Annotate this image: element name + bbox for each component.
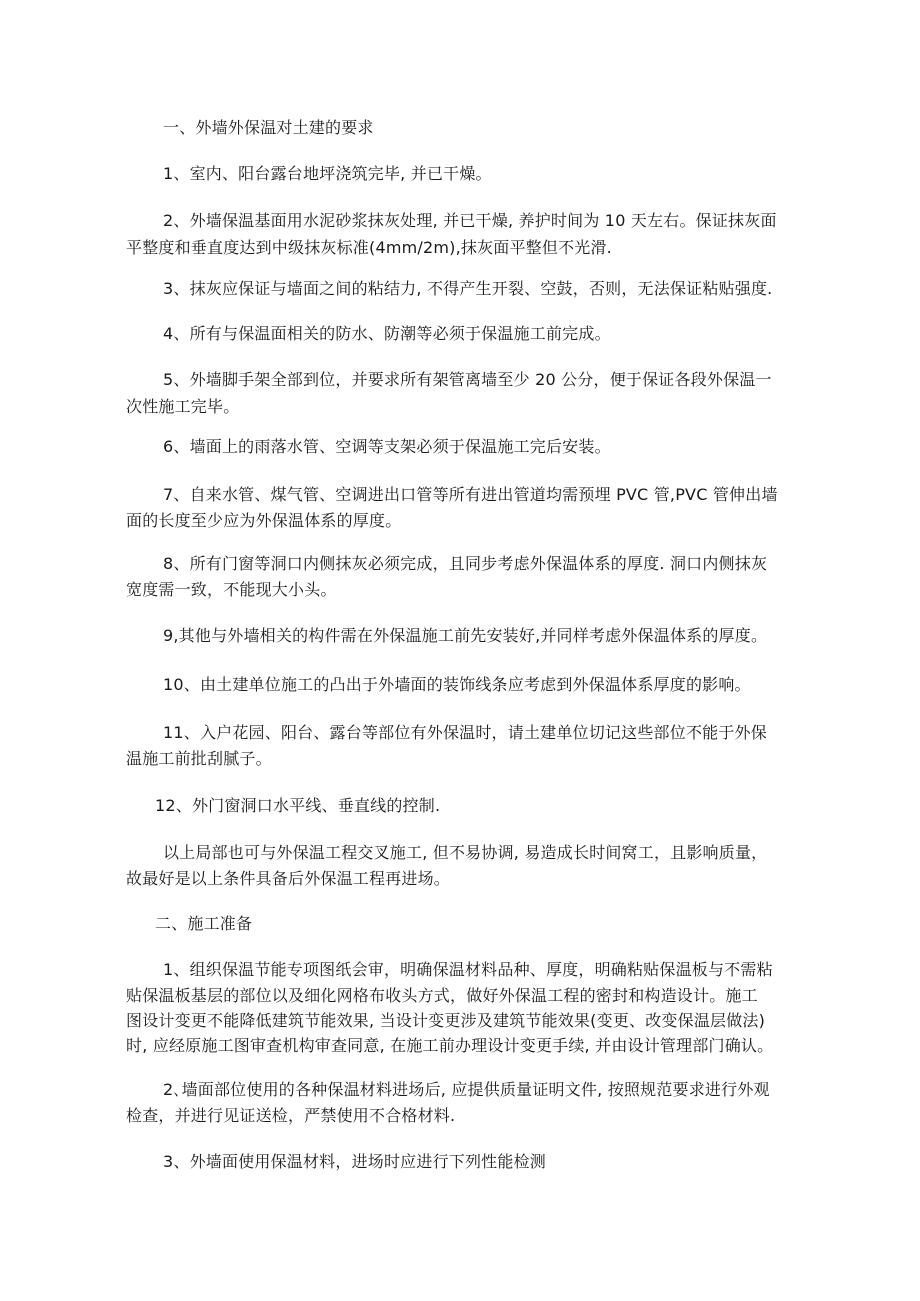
section-1-item-10: 10、由土建单位施工的凸出于外墙面的装饰线条应考虑到外保温体系厚度的影响。 [163,675,751,694]
section-2-item-1-line-4: 时, 应经原施工图审查机构审查同意, 在施工前办理设计变更手续, 并由设计管理部门确认。 [126,1036,774,1055]
section-2-item-1-line-3: 图设计变更不能降低建筑节能效果, 当设计变更涉及建筑节能效果(变更、改变保温层做法) [126,1011,766,1030]
section-1-item-5-line-1: 5、外墙脚手架全部到位，并要求所有架管离墙至少 20 公分，便于保证各段外保温一 [163,370,772,389]
section-1-item-5-line-2: 次性施工完毕。 [126,397,240,416]
section-2-item-1-line-1: 1、组织保温节能专项图纸会审，明确保温材料品种、厚度，明确粘贴保温板与不需粘 [163,960,773,979]
section-1-summary-line-1: 以上局部也可与外保温工程交叉施工, 但不易协调, 易造成长时间窝工，且影响质量， [163,843,768,862]
section-1-item-2-line-2: 平整度和垂直度达到中级抹灰标准(4mm∕2m),抹灰面平整但不光滑. [126,238,612,257]
section-2-item-2-line-2: 检查，并进行见证送检，严禁使用不合格材料. [126,1106,456,1125]
section-1-item-7-line-1: 7、自来水管、煤气管、空调进出口管等所有进出管道均需预埋 PVC 管,PVC 管伸出墙 [163,485,778,504]
section-2-item-1-line-2: 贴保温板基层的部位以及细化网格布收头方式，做好外保温工程的密封和构造设计。施工 [126,986,758,1005]
section-1-summary-line-2: 故最好是以上条件具备后外保温工程再进场。 [126,869,451,888]
section-1-heading: 一、外墙外保温对土建的要求 [163,118,374,137]
section-1-item-8-line-1: 8、所有门窗等洞口内侧抹灰必须完成，且同步考虑外保温体系的厚度. 洞口内侧抹灰 [163,554,768,573]
section-1-item-9: 9,其他与外墙相关的构件需在外保温施工前先安装好,并同样考虑外保温体系的厚度。 [163,626,768,645]
section-2-item-2-line-1: 2､墙面部位使用的各种保温材料进场后, 应提供质量证明文件, 按照规范要求进行外观 [163,1080,770,1099]
section-1-item-7-line-2: 面的长度至少应为外保温体系的厚度。 [126,511,402,530]
section-1-item-12: 12、外门窗洞口水平线、垂直线的控制. [155,796,441,815]
section-2-item-3: 3、外墙面使用保温材料，进场时应进行下列性能检测 [163,1152,546,1171]
section-1-item-4: 4、所有与保温面相关的防水、防潮等必须于保温施工前完成。 [163,324,611,343]
section-1-item-2-line-1: 2、外墙保温基面用水泥砂浆抹灰处理, 并已干燥, 养护时间为 10 天左右。保证抹灰面 [163,211,777,230]
section-2-heading: 二、施工准备 [155,914,253,933]
section-1-item-3: 3、抹灰应保证与墙面之间的粘结力, 不得产生开裂、空鼓，否则，无法保证粘贴强度. [163,279,773,298]
section-1-item-8-line-2: 宽度需一致，不能现大小头。 [126,580,337,599]
section-1-item-6: 6、墙面上的雨落水管、空调等支架必须于保温施工完后安装。 [163,437,611,456]
section-1-item-11-line-2: 温施工前批刮腻子。 [126,749,272,768]
section-1-item-1: 1、室内、阳台露台地坪浇筑完毕, 并已干燥。 [163,164,492,183]
section-1-item-11-line-1: 11、入户花园、阳台、露台等部位有外保温时，请土建单位切记这些部位不能于外保 [163,723,767,742]
